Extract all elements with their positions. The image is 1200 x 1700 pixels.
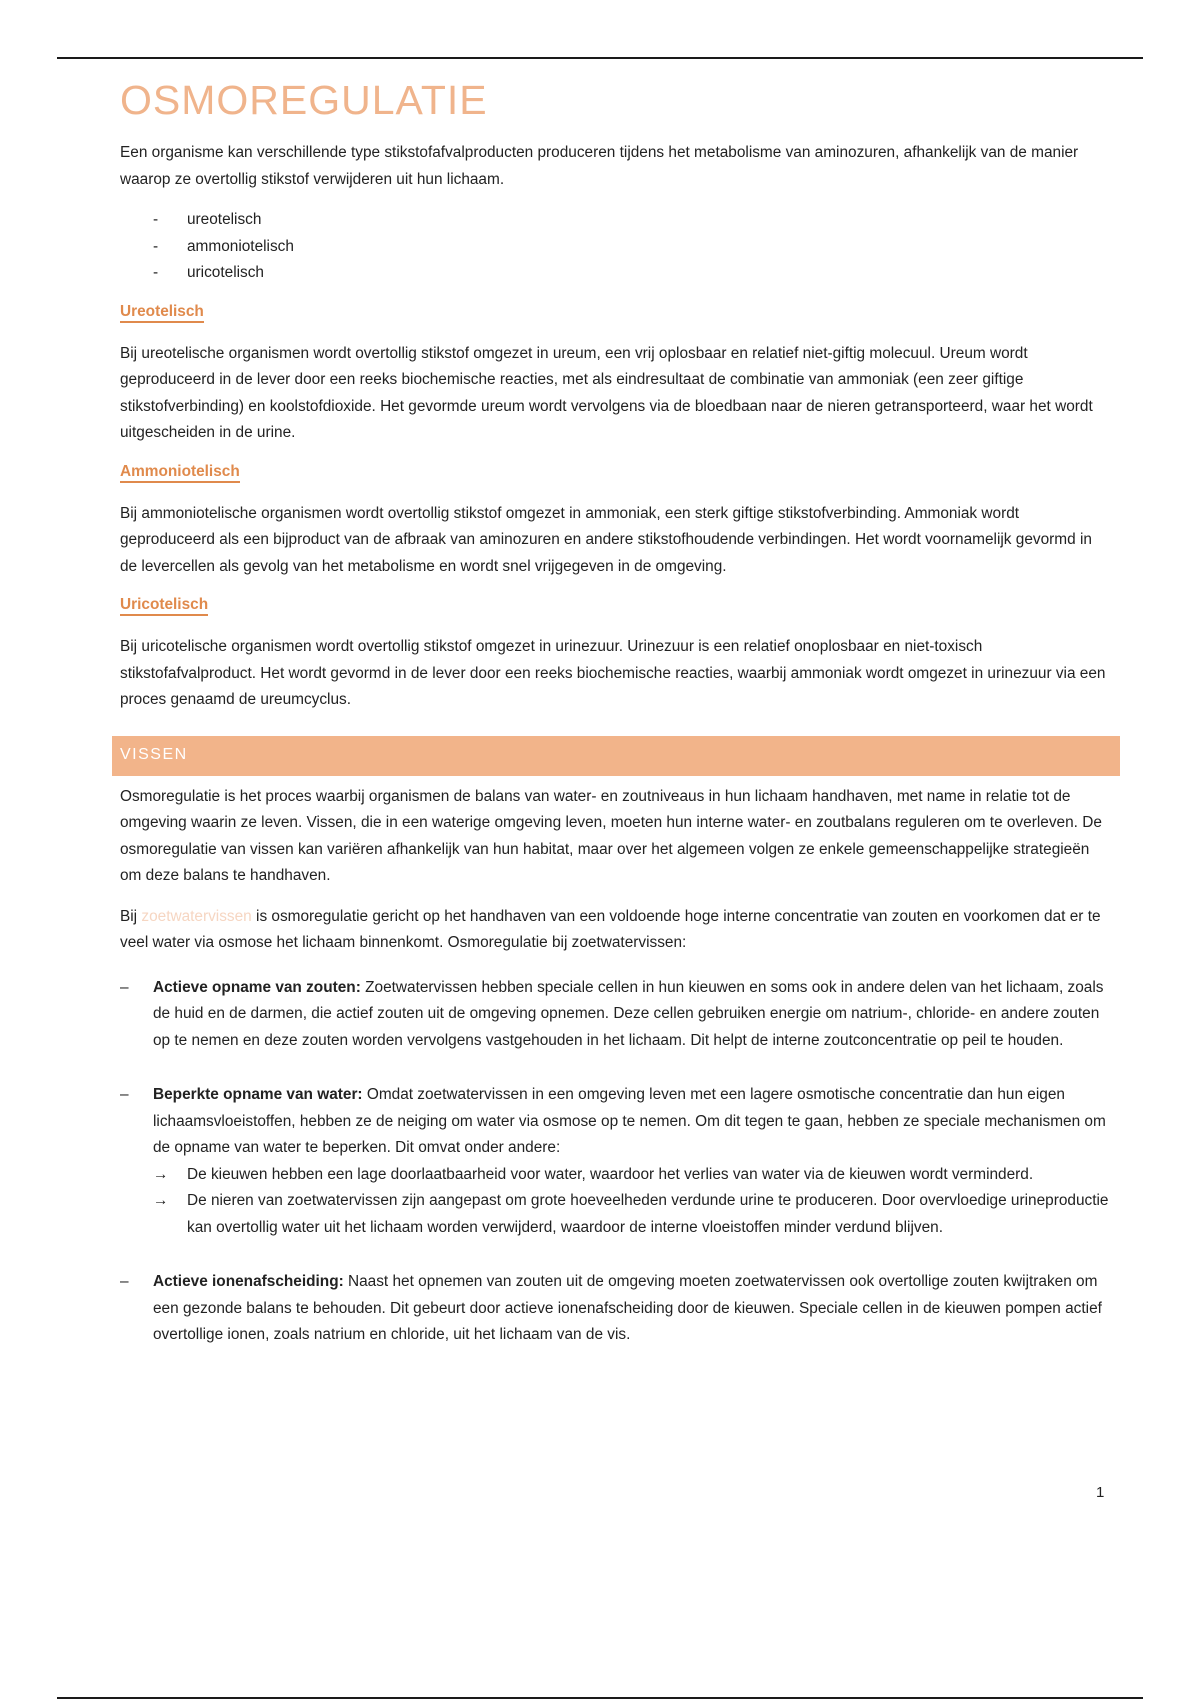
document-title: OSMOREGULATIE — [120, 77, 488, 123]
paragraph-uricotelisch: Bij uricotelische organismen wordt overtollig stikstof omgezet in urinezuur. Urinezuur is een relatief onoplosbaar en niet-toxisch stikstofafvalproduct. Het wordt gevormd in de lever door een reeks biochemische reacties, waarbij ammoniak wordt omgezet in urinezuur via een proces genaamd de ureumcyclus. — [120, 638, 1106, 708]
highlighted-term: zoetwatervissen — [141, 907, 252, 925]
paragraph-ammoniotelisch: Bij ammoniotelische organismen wordt overtollig stikstof omgezet in ammoniak, een sterk giftige stikstofverbinding. Ammoniak wordt geproduceerd als een bijproduct van de afbraak van aminozuren en andere stikstofhoudende verbindingen. Het wordt voornamelijk gevormd in de levercellen als gevolg van het metabolisme en wordt snel vrijgegeven in de omgeving. — [120, 504, 1092, 575]
list-item — [153, 207, 1110, 234]
osmoregulation-points — [120, 975, 1110, 1349]
list-item — [120, 1269, 1110, 1349]
list-item: → De kieuwen hebben een lage doorlaatbaarheid voor water, waardoor het verlies van water via de kieuwen wordt verminderd. — [153, 1162, 1110, 1189]
list-item — [153, 260, 1110, 287]
list-item-label: uricotelisch — [187, 264, 264, 281]
dash-bullet: – — [120, 1086, 129, 1103]
paragraph-ureotelisch: Bij ureotelische organismen wordt overtollig stikstof omgezet in ureum, een vrij oplosbaar en relatief niet-giftig molecuul. Ureum wordt geproduceerd in de lever door een reeks biochemische reacties, met als eindresultaat de combinatie van ammoniak (een zeer giftige stikstofverbinding) en koolstofdioxide. Het gevormde ureum wordt vervolgens via de bloedbaan naar de nieren getransporteerd, waar het wordt uitgescheiden in de urine. — [120, 344, 1093, 441]
arrow-right-icon: → — [153, 1165, 169, 1183]
point-text: Naast het opnemen van zouten uit de omgeving moeten zoetwatervissen ook overtollige zouten kwijtraken om een gezonde balans te behouden. Dit gebeurt door actieve ionenafscheiding door de kieuwen. Speciale cellen in de kieuwen pompen actief overtollige ionen, zoals natrium en chloride, uit het lichaam van de vis. — [153, 1273, 1102, 1343]
dash-bullet: – — [120, 1273, 129, 1290]
intro-paragraph: Een organisme kan verschillende type stikstofafvalproducten produceren tijdens het metabolisme van aminozuren, afhankelijk van de manier waarop ze overtollig stikstof verwijderen uit hun lichaam. — [120, 144, 1079, 188]
top-rule — [57, 57, 1143, 59]
heading-ammoniotelisch: Ammoniotelisch — [120, 461, 1110, 483]
nitrogen-types-list — [120, 207, 1110, 287]
heading-ureotelisch: Ureotelisch — [120, 301, 1110, 323]
point-text: Omdat zoetwatervissen in een omgeving leven met een lagere osmotische concentratie dan hun eigen lichaamsvloeistoffen, hebben ze de neiging om water via osmose op te nemen. Om dit tegen te gaan, hebben ze speciale mechanismen om de opname van water te beperken. Dit omvat onder andere: — [153, 1086, 1106, 1156]
arrow-right-icon: → — [153, 1192, 169, 1209]
dash-bullet: - — [153, 264, 159, 281]
point-term: Actieve ionenafscheiding: — [153, 1273, 344, 1290]
paragraph-zoetwatervissen: Bij zoetwatervissen is osmoregulatie gericht op het handhaven van een voldoende hoge interne concentratie van zouten en voorkomen dat er te veel water via osmose het lichaam binnenkomt. Osmoregulatie bij zoetwatervissen: — [120, 907, 1101, 951]
list-item — [120, 975, 1110, 1055]
point-term: Beperkte opname van water: — [153, 1086, 363, 1103]
dash-bullet: - — [153, 237, 159, 255]
bottom-rule — [57, 1697, 1143, 1699]
list-item-label: ureotelisch — [187, 211, 262, 228]
list-item: → De nieren van zoetwatervissen zijn aangepast om grote hoeveelheden verdunde urine te produceren. Door overvloedige urineproductie kan overtollig water uit het lichaam worden verwijderd, waardoor de interne vloeistoffen minder verdund blijven. — [153, 1188, 1110, 1241]
document-page — [120, 74, 1110, 1349]
list-item — [120, 1082, 1110, 1241]
page-number: 1 — [1096, 1484, 1105, 1501]
dash-bullet: – — [120, 978, 129, 996]
heading-uricotelisch: Uricotelisch — [120, 594, 1110, 616]
point-text: Zoetwatervissen hebben speciale cellen in hun kieuwen en soms ook in andere delen van het lichaam, zoals de huid en de darmen, die actief zouten uit de omgeving opnemen. Deze cellen gebruiken energie om natrium-, chloride- en andere zouten op te nemen en deze zouten worden vervolgens vastgehouden in het lichaam. Dit helpt de interne zoutconcentratie op peil te houden. — [153, 978, 1104, 1049]
list-item — [153, 234, 1110, 261]
sub-list — [153, 1162, 1110, 1242]
list-item-label: ammoniotelisch — [187, 237, 294, 255]
section-heading-vissen: VISSEN — [112, 736, 1120, 776]
dash-bullet: - — [153, 211, 159, 228]
point-term: Actieve opname van zouten: — [153, 978, 361, 996]
paragraph-vissen-intro: Osmoregulatie is het proces waarbij organismen de balans van water- en zoutniveaus in hun lichaam handhaven, met name in relatie tot de omgeving waarin ze leven. Vissen, die in een waterige omgeving leven, moeten hun interne water- en zoutbalans reguleren om te overleven. De osmoregulatie van vissen kan variëren afhankelijk van hun habitat, maar over het algemeen volgen ze enkele gemeenschappelijke strategieën om deze balans te handhaven. — [120, 787, 1102, 884]
